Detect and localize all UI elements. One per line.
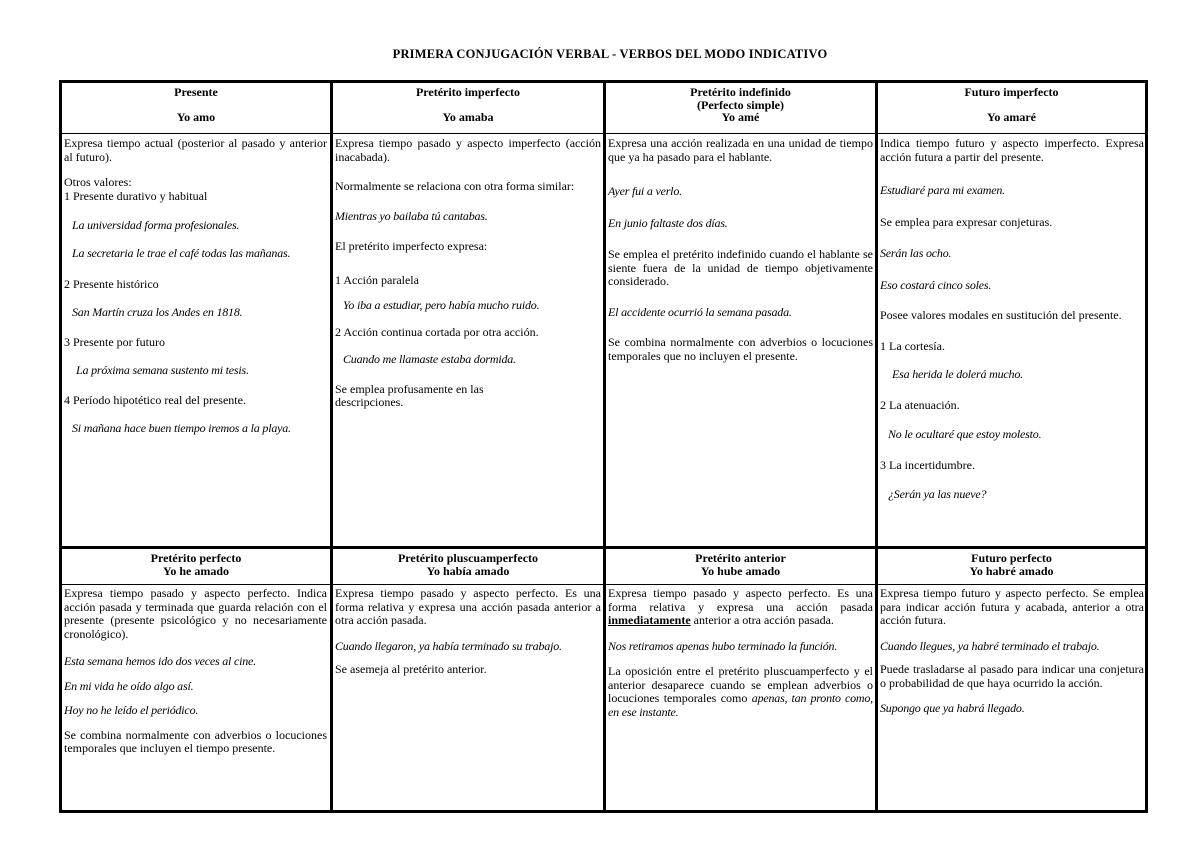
tense-name: Pretérito imperfecto (415, 85, 521, 99)
paragraph: Expresa una acción realizada en una unidad de tiempo que ya ha pasado para el hablante. (608, 136, 873, 164)
header-preterito-imperfecto (333, 86, 603, 124)
example: Esta semana hemos ido dos veces al cine. (64, 654, 256, 668)
paragraph: Puede trasladarse al pasado para indicar una conjetura o probabilidad de que haya ocurrido la acción. (880, 662, 1144, 690)
example: apenas, tan pronto como, en ese instante. (608, 691, 873, 719)
paragraph: Se combina normalmente con adverbios o locuciones temporales que incluyen el tiempo presente. (64, 727, 327, 755)
example: ¿Serán ya las nueve? (888, 487, 987, 501)
value-label: 3 La incertidumbre. (880, 457, 975, 472)
header-preterito-anterior (606, 552, 875, 577)
tense-name: Futuro imperfecto (964, 85, 1059, 99)
header-presente (62, 86, 330, 124)
header-futuro-imperfecto (878, 86, 1145, 124)
cell-preterito-imperfecto (334, 137, 602, 422)
tense-form: Yo había amado (426, 563, 510, 578)
paragraph-text: anterior a otra acción pasada. (690, 613, 834, 627)
example: La secretaria le trae el café todas las mañanas. (72, 245, 291, 260)
tense-form: Yo amaré (987, 110, 1036, 124)
paragraph: Se emplea el pretérito indefinido cuando el hablante se siente fuera de la unidad de tiempo objetivamente considerado. (608, 247, 873, 288)
example: Eso costará cinco soles. (880, 277, 992, 292)
header-futuro-perfecto (878, 552, 1145, 577)
value-label: 2 La atenuación. (880, 397, 960, 412)
paragraph: Expresa tiempo pasado y aspecto imperfecto (acción inacabada). (335, 136, 601, 164)
paragraph (608, 665, 873, 719)
paragraph: Normalmente se relaciona con otra forma similar: (335, 179, 575, 193)
paragraph-text: La oposición entre el pretérito pluscuamperfecto y el anterior desaparece cuando se emplean adverbios o locuciones temporales como (608, 664, 873, 705)
cell-preterito-anterior (607, 587, 874, 719)
paragraph: Expresa tiempo actual (posterior al pasado y anterior al futuro). (64, 136, 327, 164)
tense-subtitle: (Perfecto simple) (697, 97, 784, 112)
tense-name: Pretérito perfecto (150, 551, 242, 565)
example: Supongo que ya habrá llegado. (880, 701, 1025, 715)
example: Yo iba a estudiar, pero había mucho ruido. (343, 298, 540, 312)
paragraph: Expresa tiempo pasado y aspecto perfecto. Indica acción pasada y terminada que guarda relación con el presente (presente psicológico y no necesariamente cronológico). (64, 586, 327, 641)
paragraph: Expresa tiempo pasado y aspecto perfecto. Es una forma relativa y expresa una acción pasada anterior a otra acción pasada. (335, 586, 601, 627)
example: Serán las ocho. (880, 246, 952, 260)
paragraph: Posee valores modales en sustitución del presente. (880, 308, 1122, 322)
tense-name: Presente (174, 85, 218, 99)
cell-preterito-pluscuamperfecto (334, 587, 602, 689)
cell-presente (62, 137, 329, 447)
example: Ayer fui a verlo. (608, 184, 682, 198)
column-divider (603, 83, 606, 810)
paragraph: Se asemeja al pretérito anterior. (335, 662, 487, 676)
tense-form: Yo hube amado (700, 563, 781, 578)
emphasis: inmediatamente (608, 613, 691, 627)
cell-preterito-indefinido (607, 137, 874, 375)
tense-form: Yo amé (721, 110, 760, 124)
tense-form: Yo habré amado (969, 563, 1054, 578)
paragraph: El pretérito imperfecto expresa: (335, 239, 488, 253)
tense-form: Yo he amado (162, 563, 229, 578)
example: En mi vida he oído algo así. (64, 678, 194, 693)
example: Cuando llegaron, ya había terminado su trabajo. (335, 638, 562, 653)
cell-futuro-perfecto (879, 587, 1145, 716)
value-label: 1 Acción paralela (335, 272, 419, 287)
paragraph-text: Expresa tiempo pasado y aspecto perfecto. Es una forma relativa y expresa una acción pasada (608, 586, 873, 614)
example: Esa herida le dolerá mucho. (892, 367, 1023, 381)
example: Estudiaré para mi examen. (880, 183, 1005, 197)
example: Cuando llegues, ya habré terminado el trabajo. (880, 638, 1100, 653)
example: Si mañana hace buen tiempo iremos a la playa. (72, 420, 291, 435)
example: La universidad forma profesionales. (72, 218, 240, 232)
header-preterito-pluscuamperfecto (333, 552, 603, 577)
header-preterito-indefinido (606, 86, 875, 124)
example: El accidente ocurrió la semana pasada. (608, 304, 792, 319)
tense-name: Futuro perfecto (971, 551, 1052, 565)
example: Mientras yo bailaba tú cantabas. (335, 208, 488, 223)
page-title: PRIMERA CONJUGACIÓN VERBAL - VERBOS DEL MODO INDICATIVO (392, 47, 828, 61)
header-preterito-perfecto (62, 552, 330, 577)
tense-name: Pretérito indefinido (690, 85, 791, 99)
tense-name: Pretérito pluscuamperfecto (397, 551, 539, 565)
paragraph: Otros valores: (64, 175, 132, 189)
example: Nos retiramos apenas hubo terminado la función. (608, 638, 838, 653)
cell-futuro-imperfecto (879, 137, 1145, 502)
header-divider (62, 133, 1145, 134)
cell-preterito-perfecto (62, 587, 329, 756)
paragraph: Se emplea para expresar conjeturas. (880, 214, 1053, 229)
paragraph: Se emplea profusamente en las descripciones. (335, 381, 484, 409)
tense-form: Yo amo (176, 110, 216, 124)
paragraph: Indica tiempo futuro y aspecto imperfecto. Expresa acción futura a partir del presente. (880, 136, 1144, 164)
paragraph: Expresa tiempo futuro y aspecto perfecto. Se emplea para indicar acción futura y acabada, anterior a otra acción futura. (880, 586, 1144, 627)
column-divider (875, 83, 878, 810)
paragraph (608, 587, 873, 628)
example: San Martín cruza los Andes en 1818. (72, 304, 243, 319)
value-label: 1 La cortesía. (880, 338, 945, 353)
example: Hoy no he leído el periódico. (64, 703, 199, 717)
paragraph: Se combina normalmente con adverbios o locuciones temporales que no incluyen el presente. (608, 335, 873, 363)
example: Cuando me llamaste estaba dormida. (343, 352, 516, 366)
column-divider (330, 83, 333, 810)
value-label: 1 Presente durativo y habitual (64, 188, 208, 203)
example: No le ocultaré que estoy molesto. (888, 427, 1042, 441)
tense-form: Yo amaba (442, 110, 494, 124)
value-label: 3 Presente por futuro (64, 335, 165, 349)
value-label: 4 Período hipotético real del presente. (64, 393, 246, 407)
tense-name: Pretérito anterior (695, 551, 786, 565)
value-label: 2 Presente histórico (64, 277, 159, 291)
header-divider (62, 584, 1145, 585)
example: La próxima semana sustento mi tesis. (76, 362, 249, 377)
example: En junio faltaste dos días. (608, 215, 728, 230)
value-label: 2 Acción continua cortada por otra acción. (335, 324, 539, 339)
row-divider (62, 546, 1145, 549)
